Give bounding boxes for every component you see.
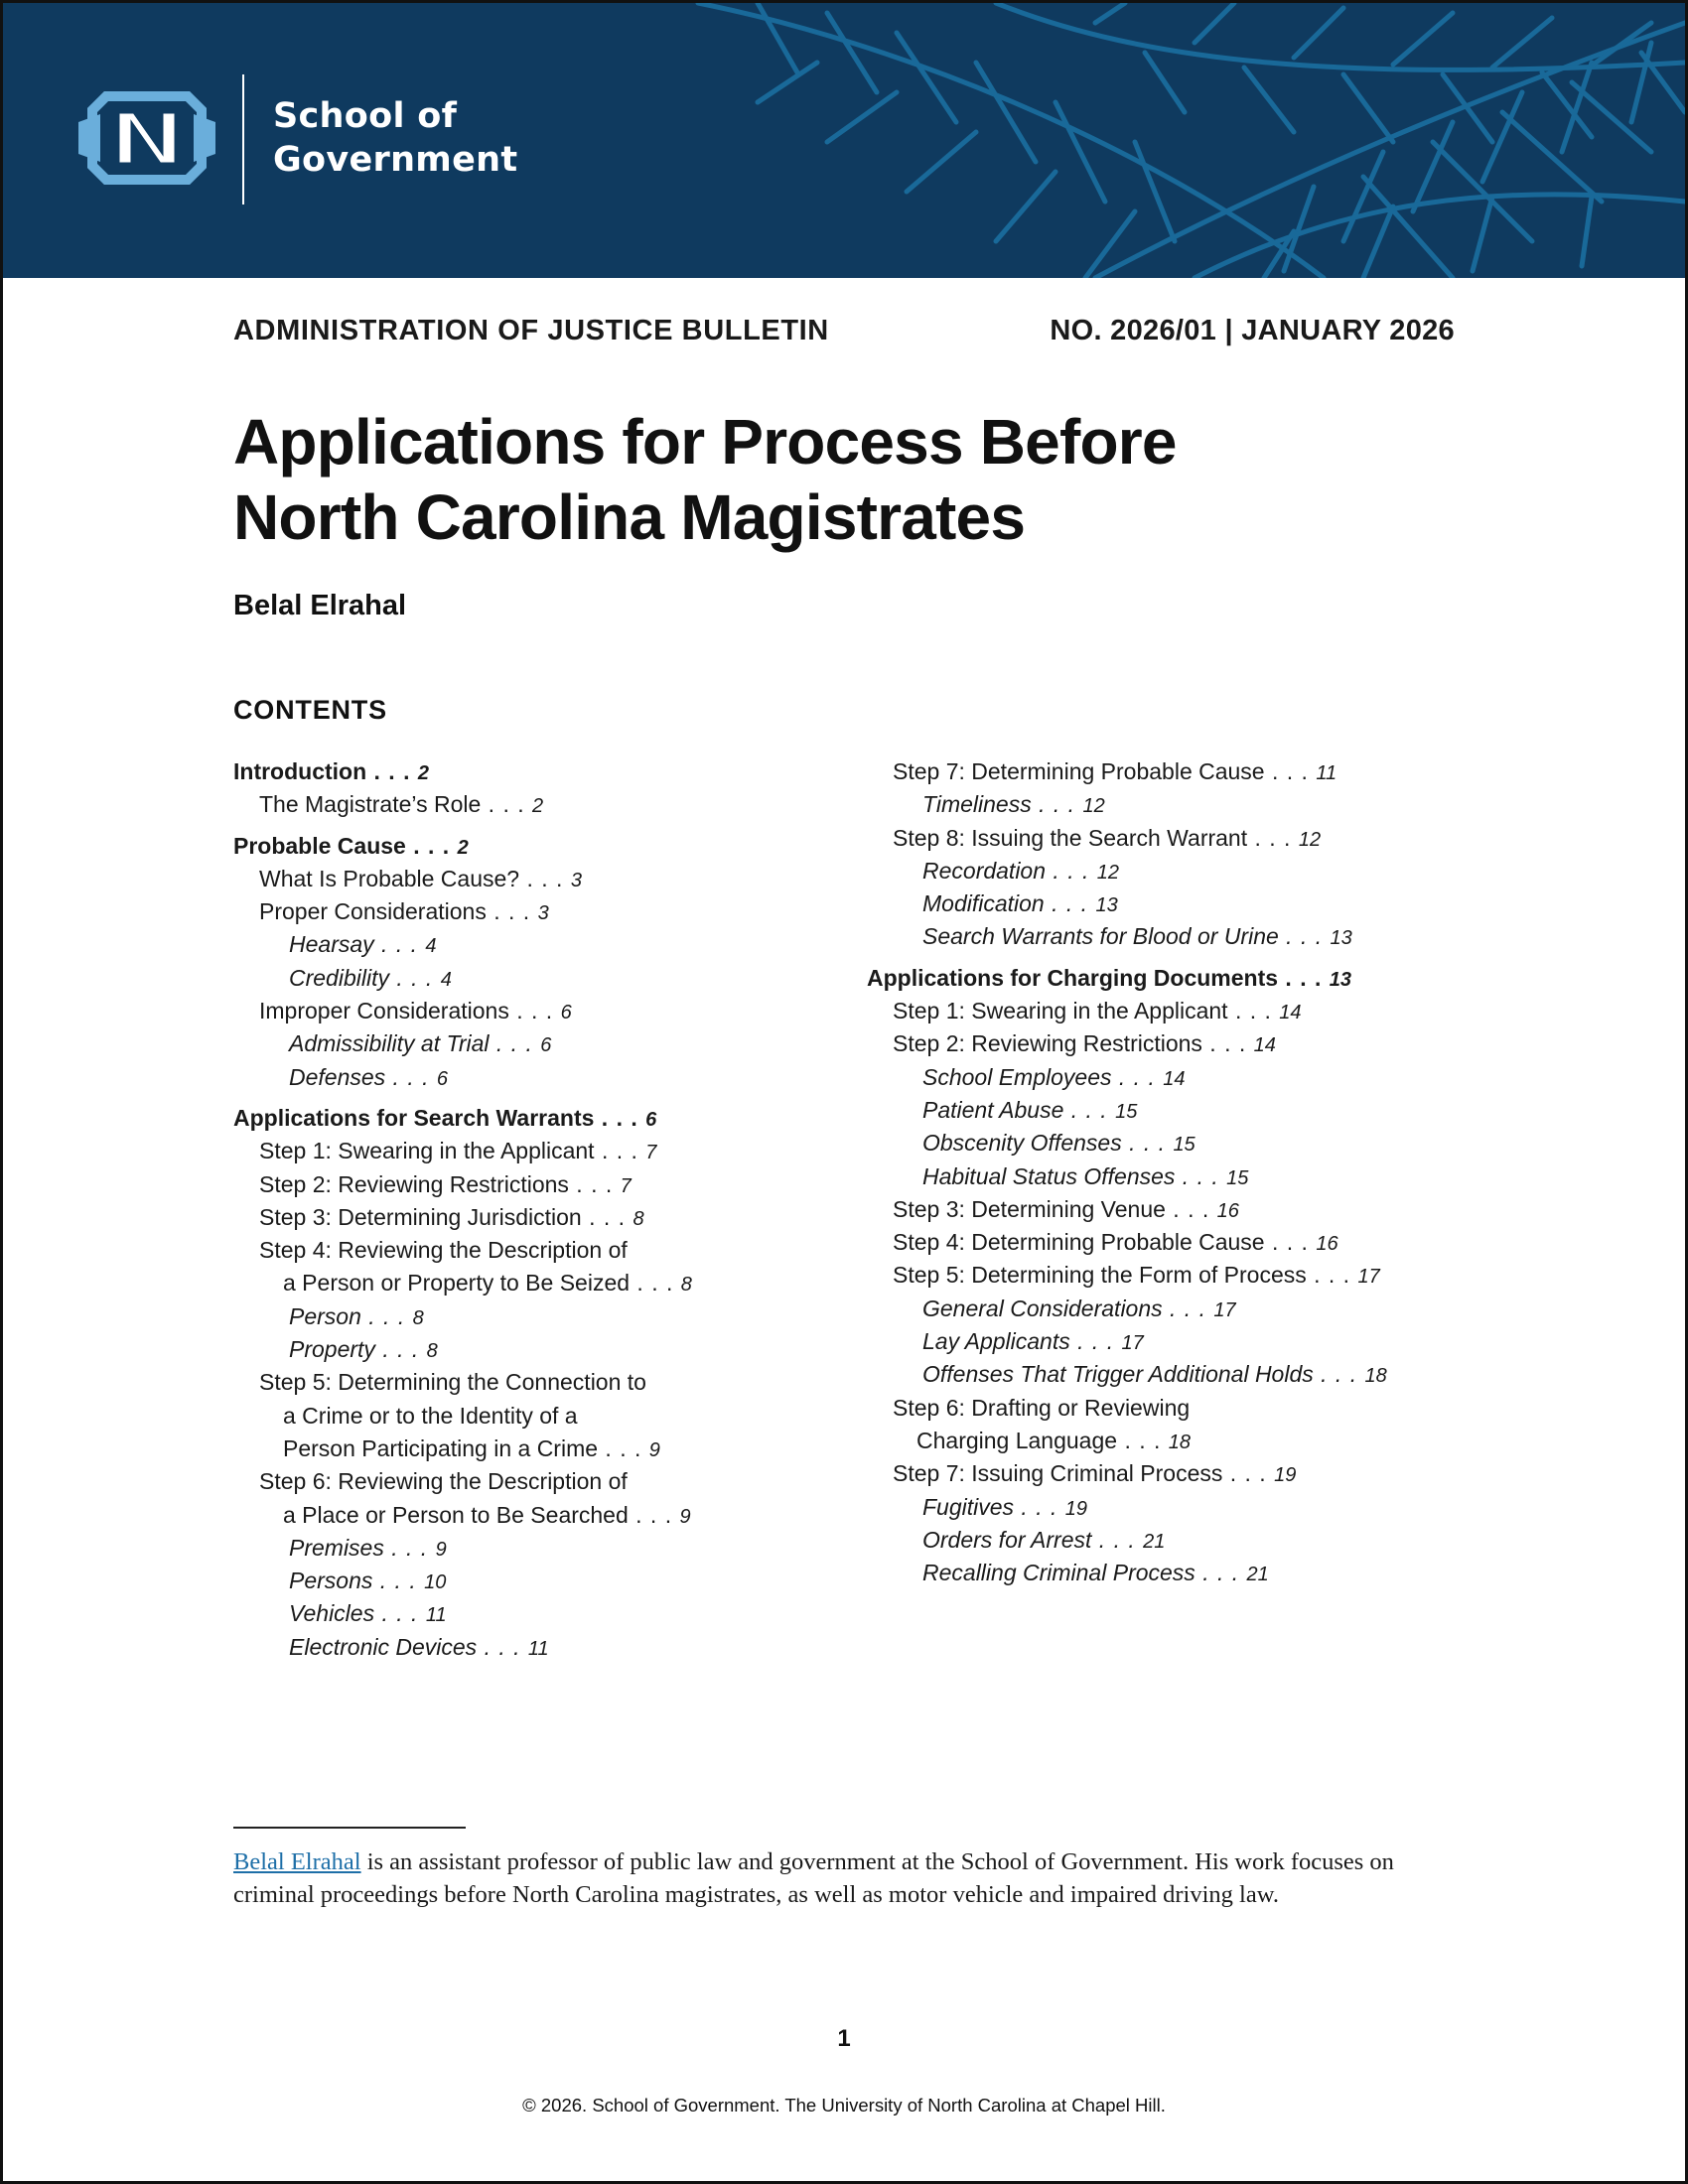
toc-leader-dots: . . . [1091, 1526, 1144, 1553]
toc-entry[interactable] [233, 1631, 849, 1664]
toc-leader-dots: . . . [1014, 1493, 1065, 1520]
toc-entry[interactable] [233, 1333, 849, 1366]
toc-leader-dots: . . . [1264, 758, 1317, 784]
toc-entry[interactable] [867, 1325, 1482, 1358]
toc-leader-dots: . . . [1195, 1560, 1247, 1586]
toc-entry-title: Step 3: Determining Jurisdiction [259, 1203, 582, 1230]
toc-page-number: 15 [1226, 1166, 1249, 1189]
toc-entry[interactable] [233, 1267, 849, 1299]
toc-page-number: 6 [560, 1002, 572, 1024]
toc-entry[interactable] [233, 1234, 849, 1267]
toc-leader-dots: . . . [1069, 1328, 1122, 1355]
toc-entry-title: Search Warrants for Blood or Urine [922, 923, 1279, 950]
toc-page-number: 19 [1064, 1497, 1088, 1520]
toc-page-number: 15 [1173, 1134, 1196, 1157]
toc-leader-dots: . . . [508, 998, 561, 1024]
toc-entry[interactable] [233, 1135, 849, 1167]
toc-entry-title: Modification [922, 890, 1045, 917]
toc-leader-dots: . . . [1247, 824, 1299, 851]
toc-entry-title: What Is Probable Cause? [259, 865, 520, 891]
toc-entry-title: Step 7: Determining Probable Cause [893, 758, 1265, 784]
toc-entry-title: Step 7: Issuing Criminal Process [893, 1460, 1223, 1487]
copyright-notice: © 2026. School of Government. The University of North Carolina at Chapel Hill. [522, 2095, 1166, 2116]
toc-page-number: 8 [633, 1207, 644, 1230]
toc-entry[interactable] [867, 1160, 1482, 1193]
toc-entry[interactable] [233, 1465, 849, 1498]
toc-entry-title: Patient Abuse [922, 1096, 1064, 1123]
toc-entry[interactable] [233, 895, 849, 928]
toc-entry-title: Person Participating in a Crime [283, 1434, 599, 1461]
toc-leader-dots: . . . [1313, 1361, 1365, 1388]
toc-entry-title: Applications for Search Warrants [233, 1104, 595, 1131]
toc-leader-dots: . . . [519, 865, 571, 891]
toc-page-number: 12 [1082, 795, 1105, 818]
toc-leader-dots: . . . [1121, 1130, 1174, 1157]
toc-entry[interactable] [867, 822, 1482, 855]
footnote-rule [233, 1827, 466, 1829]
logo-line-2: Government [273, 140, 518, 180]
toc-leader-dots: . . . [1264, 1229, 1317, 1256]
toc-page-number: 3 [570, 869, 582, 891]
toc-entry-title: Lay Applicants [922, 1328, 1070, 1355]
document-title [233, 404, 1425, 555]
toc-entry[interactable] [233, 1300, 849, 1333]
toc-page-number: 17 [1121, 1332, 1144, 1355]
toc-leader-dots: . . . [1117, 1427, 1169, 1453]
toc-entry[interactable] [867, 1027, 1482, 1060]
toc-entry[interactable] [233, 1532, 849, 1565]
toc-entry[interactable] [867, 755, 1482, 788]
toc-leader-dots: . . . [1227, 998, 1280, 1024]
footnote-text: is an assistant professor of public law and government at the School of Government. His work focuses on criminal proceedings before North Carolina magistrates, as well as motor vehicle and impaired driving law. [233, 1848, 1394, 1908]
page-number: 1 [837, 2025, 851, 2052]
school-logo-text [273, 94, 517, 182]
toc-entry[interactable] [233, 1565, 849, 1597]
toc-entry-title: Proper Considerations [259, 898, 487, 925]
toc-page-number: 6 [436, 1067, 449, 1090]
toc-leader-dots: . . . [477, 1633, 528, 1660]
toc-page-number: 18 [1168, 1431, 1192, 1453]
toc-entry[interactable] [867, 788, 1482, 821]
toc-entry[interactable] [867, 1061, 1482, 1094]
toc-page-number: 17 [1213, 1298, 1236, 1321]
toc-entry[interactable] [233, 755, 849, 788]
toc-leader-dots: . . . [385, 1063, 437, 1090]
toc-leader-dots: . . . [1162, 1295, 1214, 1321]
toc-leader-dots: . . . [1063, 1096, 1116, 1123]
toc-entry[interactable] [233, 1499, 849, 1532]
toc-leader-dots: . . . [366, 758, 418, 784]
author-link[interactable]: Belal Elrahal [233, 1848, 361, 1875]
toc-entry[interactable] [233, 1400, 849, 1433]
toc-entry[interactable] [233, 1168, 849, 1201]
toc-leader-dots: . . . [372, 1568, 425, 1594]
toc-entry[interactable] [867, 1226, 1482, 1259]
toc-leader-dots: . . . [388, 964, 441, 991]
toc-page-number: 11 [527, 1637, 549, 1660]
toc-entry-title: Improper Considerations [259, 998, 509, 1024]
toc-entry-title: Electronic Devices [289, 1633, 478, 1660]
toc-page-number: 16 [1216, 1199, 1239, 1222]
toc-page-number: 14 [1253, 1034, 1276, 1057]
toc-page-number: 21 [1246, 1564, 1269, 1586]
toc-entry-title: General Considerations [922, 1295, 1163, 1321]
toc-entry-title: Introduction [233, 758, 367, 784]
toc-entry[interactable] [233, 995, 849, 1027]
toc-page-number: 7 [620, 1174, 632, 1197]
toc-page-number: 14 [1163, 1067, 1186, 1090]
toc-leader-dots: . . . [1175, 1162, 1227, 1189]
toc-page-number: 10 [424, 1571, 447, 1594]
title-line-2: North Carolina Magistrates [233, 481, 1026, 553]
toc-page-number: 4 [440, 968, 452, 991]
toc-entry-title: The Magistrate’s Role [259, 791, 482, 818]
toc-entry-title: Step 2: Reviewing Restrictions [259, 1170, 569, 1197]
toc-entry-title: Defenses [289, 1063, 386, 1090]
toc-page-number: 16 [1316, 1233, 1338, 1256]
toc-leader-dots: . . . [1165, 1195, 1217, 1222]
toc-page-number: 13 [1330, 927, 1352, 950]
header-banner [3, 3, 1685, 278]
bulletin-series: ADMINISTRATION OF JUSTICE BULLETIN [233, 315, 829, 346]
toc-entry[interactable] [233, 1201, 849, 1234]
toc-entry-title: Obscenity Offenses [922, 1130, 1122, 1157]
toc-entry[interactable] [867, 1425, 1482, 1457]
toc-leader-dots: . . . [360, 1302, 413, 1329]
toc-page-number: 19 [1274, 1464, 1297, 1487]
author-name: Belal Elrahal [233, 590, 407, 621]
contents-heading: CONTENTS [233, 695, 387, 725]
toc-entry[interactable] [233, 1027, 849, 1060]
toc-page-number: 4 [425, 935, 437, 958]
toc-leader-dots: . . . [1046, 857, 1097, 884]
toc-entry-title: Recalling Criminal Process [922, 1560, 1196, 1586]
logo-line-1: School of [273, 96, 458, 136]
toc-page-number: 12 [1096, 861, 1120, 884]
toc-leader-dots: . . . [374, 1336, 427, 1363]
title-line-1: Applications for Process Before [233, 406, 1177, 478]
toc-entry[interactable] [233, 830, 849, 863]
toc-entry[interactable] [867, 920, 1482, 953]
toc-entry-title: Admissibility at Trial [289, 1030, 490, 1057]
toc-page-number: 8 [680, 1274, 692, 1297]
toc-entry-title: Applications for Charging Documents [867, 964, 1279, 991]
toc-entry[interactable] [233, 1061, 849, 1094]
toc-entry-title: Charging Language [916, 1427, 1118, 1453]
toc-entry[interactable] [233, 962, 849, 995]
toc-page-number: 13 [1329, 968, 1352, 991]
toc-entry[interactable] [233, 928, 849, 961]
toc-leader-dots: . . . [1278, 964, 1330, 991]
toc-entry[interactable] [867, 1293, 1482, 1325]
toc-page-number: 8 [412, 1306, 424, 1329]
toc-entry-title: Habitual Status Offenses [922, 1162, 1176, 1189]
toc-entry[interactable] [233, 1597, 849, 1630]
palm-frond-decoration [3, 3, 1685, 278]
toc-leader-dots: . . . [598, 1434, 649, 1461]
toc-entry-title: Orders for Arrest [922, 1526, 1092, 1553]
bulletin-issue: NO. 2026/01 | JANUARY 2026 [1050, 315, 1455, 346]
toc-leader-dots: . . . [568, 1170, 621, 1197]
toc-page-number: 7 [645, 1142, 657, 1164]
toc-entry[interactable] [233, 1102, 849, 1135]
toc-page-number: 9 [648, 1438, 660, 1461]
toc-entry[interactable] [233, 788, 849, 821]
toc-page-number: 12 [1298, 828, 1322, 851]
toc-entry-title: Step 6: Drafting or Reviewing [893, 1394, 1191, 1421]
toc-leader-dots: . . . [383, 1534, 436, 1561]
toc-entry-title: Persons [289, 1568, 373, 1594]
toc-left-column [233, 755, 849, 1664]
toc-entry[interactable] [233, 863, 849, 895]
toc-page-number: 18 [1364, 1365, 1387, 1388]
toc-page-number: 2 [457, 836, 469, 859]
toc-entry-title: Fugitives [922, 1493, 1015, 1520]
toc-leader-dots: . . . [628, 1501, 680, 1528]
toc-entry[interactable] [867, 1193, 1482, 1226]
toc-page-number: 2 [532, 795, 544, 818]
toc-entry-title: Offenses That Trigger Additional Holds [922, 1361, 1314, 1388]
toc-entry-title: Recordation [922, 857, 1047, 884]
toc-page-number: 6 [645, 1108, 657, 1131]
toc-leader-dots: . . . [481, 791, 533, 818]
toc-page-number: 21 [1143, 1530, 1166, 1553]
toc-entry-title: Step 2: Reviewing Restrictions [893, 1030, 1202, 1057]
toc-leader-dots: . . . [489, 1030, 541, 1057]
toc-entry-title: a Person or Property to Be Seized [283, 1270, 631, 1297]
toc-leader-dots: . . . [594, 1104, 646, 1131]
toc-leader-dots: . . . [373, 931, 426, 958]
toc-leader-dots: . . . [630, 1270, 681, 1297]
toc-entry[interactable] [867, 962, 1482, 995]
toc-entry-title: Probable Cause [233, 832, 406, 859]
toc-entry-title: Step 5: Determining the Form of Process [893, 1262, 1307, 1289]
toc-entry-title: Vehicles [289, 1600, 375, 1627]
toc-entry-title: Premises [289, 1534, 384, 1561]
toc-leader-dots: . . . [1306, 1262, 1358, 1289]
unc-logo-icon [78, 82, 215, 194]
toc-page-number: 13 [1095, 894, 1118, 917]
toc-page-number: 9 [435, 1538, 447, 1561]
toc-page-number: 17 [1357, 1266, 1380, 1289]
logo-divider [242, 74, 244, 205]
toc-entry-title: Step 6: Reviewing the Description of [259, 1468, 628, 1495]
toc-entry-title: Step 8: Issuing the Search Warrant [893, 824, 1248, 851]
toc-entry-title: Property [289, 1336, 375, 1363]
toc-entry-title: Step 1: Swearing in the Applicant [893, 998, 1228, 1024]
toc-leader-dots: . . . [581, 1203, 633, 1230]
author-footnote [233, 1845, 1465, 1911]
toc-leader-dots: . . . [1201, 1030, 1254, 1057]
toc-page-number: 2 [417, 762, 429, 784]
toc-page-number: 11 [425, 1604, 447, 1627]
toc-leader-dots: . . . [1031, 791, 1083, 818]
toc-page-number: 11 [1316, 762, 1337, 784]
toc-entry-title: Person [289, 1302, 361, 1329]
toc-entry-title: Step 3: Determining Venue [893, 1195, 1166, 1222]
toc-entry-title: Step 4: Determining Probable Cause [893, 1229, 1265, 1256]
toc-right-column [867, 755, 1482, 1589]
toc-entry-title: Timeliness [922, 791, 1032, 818]
toc-entry[interactable] [867, 1259, 1482, 1292]
toc-entry-title: Credibility [289, 964, 389, 991]
toc-entry[interactable] [867, 1094, 1482, 1127]
toc-page-number: 14 [1279, 1002, 1302, 1024]
toc-entry-title: Hearsay [289, 931, 374, 958]
toc-entry[interactable] [867, 1491, 1482, 1524]
toc-leader-dots: . . . [594, 1138, 646, 1164]
toc-entry[interactable] [867, 1392, 1482, 1425]
toc-entry[interactable] [233, 1366, 849, 1399]
toc-entry[interactable] [233, 1433, 849, 1465]
toc-entry-title: a Place or Person to Be Searched [283, 1501, 629, 1528]
toc-page-number: 3 [537, 902, 549, 925]
toc-entry-title: Step 5: Determining the Connection to [259, 1369, 646, 1396]
toc-entry[interactable] [867, 887, 1482, 920]
toc-entry[interactable] [867, 1127, 1482, 1160]
toc-leader-dots: . . . [1111, 1063, 1164, 1090]
toc-leader-dots: . . . [405, 832, 458, 859]
toc-entry[interactable] [867, 1524, 1482, 1557]
toc-page-number: 9 [679, 1505, 691, 1528]
toc-page-number: 8 [426, 1340, 438, 1363]
toc-entry[interactable] [867, 1557, 1482, 1589]
toc-leader-dots: . . . [1044, 890, 1096, 917]
toc-entry[interactable] [867, 1457, 1482, 1490]
toc-entry-title: Step 1: Swearing in the Applicant [259, 1138, 595, 1164]
toc-leader-dots: . . . [374, 1600, 426, 1627]
toc-entry-title: Step 4: Reviewing the Description of [259, 1237, 628, 1264]
toc-entry-title: School Employees [922, 1063, 1112, 1090]
toc-entry[interactable] [867, 1358, 1482, 1391]
toc-entry-title: a Crime or to the Identity of a [283, 1402, 578, 1429]
toc-page-number: 6 [540, 1034, 552, 1057]
toc-page-number: 15 [1115, 1100, 1138, 1123]
toc-leader-dots: . . . [1222, 1460, 1275, 1487]
toc-entry[interactable] [867, 995, 1482, 1027]
toc-leader-dots: . . . [486, 898, 538, 925]
toc-leader-dots: . . . [1278, 923, 1331, 950]
toc-entry[interactable] [867, 855, 1482, 887]
